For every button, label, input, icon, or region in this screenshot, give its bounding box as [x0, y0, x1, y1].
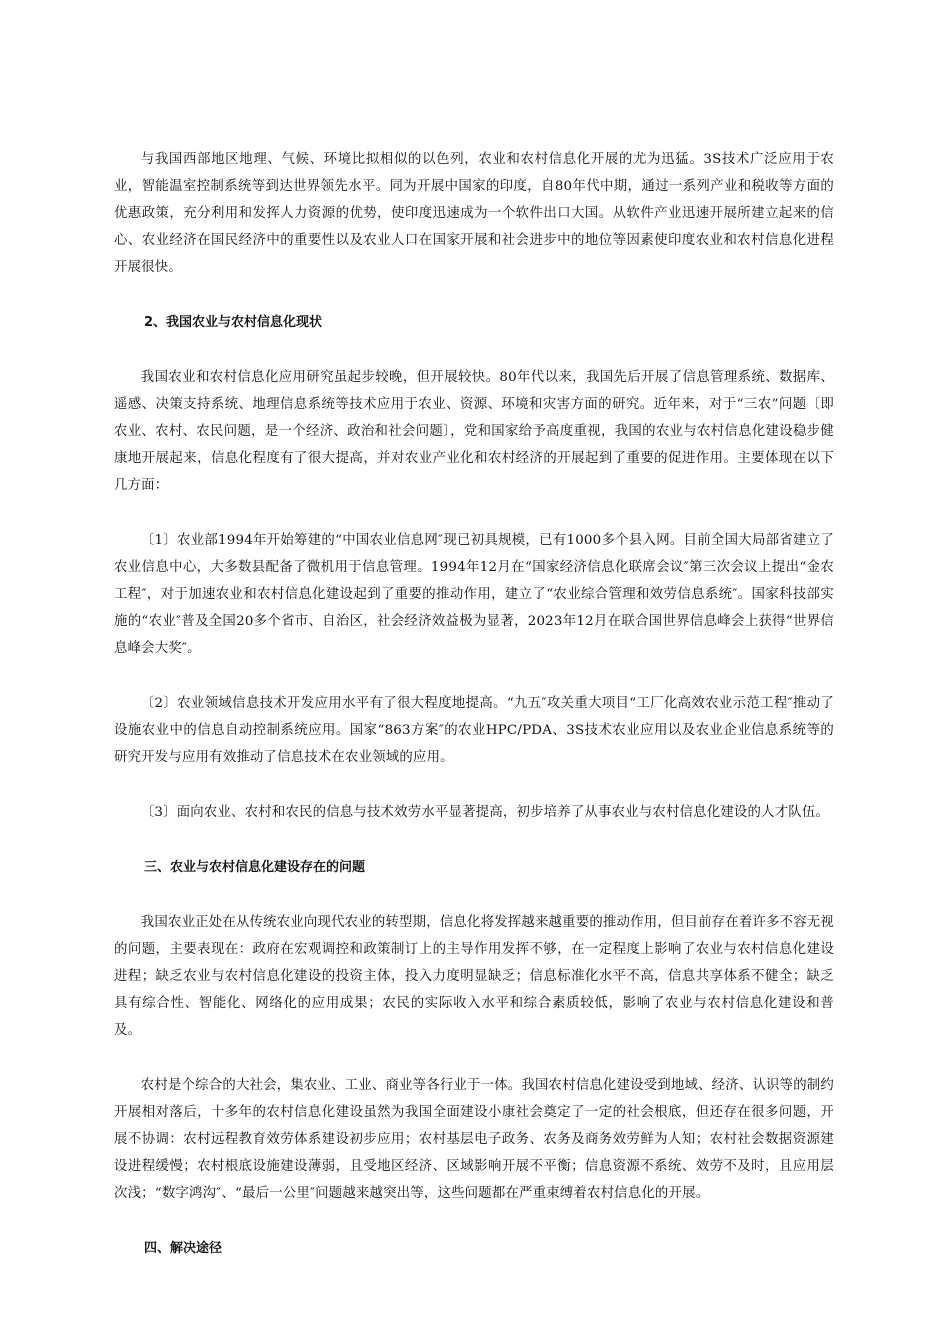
section-heading-solutions: 四、解决途径: [144, 1241, 223, 1256]
document-body: [114, 146, 834, 1290]
paragraph-point-3: 〔3〕面向农业、农村和农民的信息与技术效劳水平显著提高，初步培养了从事农业与农村信息化建设的人才队伍。: [140, 805, 830, 820]
paragraph-problems: 我国农业正处在从传统农业向现代农业的转型期，信息化将发挥越来越重要的推动作用，但目前存在着许多不容无视的问题，主要表现在：政府在宏观调控和政策制订上的主导作用发挥不够，在一定程度上影响了农业与农村信息化建设进程；缺乏农业与农村信息化建设的投资主体，投入力度明显缺乏；信息标准化水平不高，信息共享体系不健全；缺乏具有综合性、智能化、网络化的应用成果；农民的实际收入水平和综合素质较低，影响了农业与农村信息化建设和普及。: [114, 915, 834, 1038]
paragraph-china-overview: 我国农业和农村信息化应用研究虽起步较晚，但开展较快。80年代以来，我国先后开展了信息管理系统、数据库、遥感、决策支持系统、地理信息系统等技术应用于农业、资源、环境和灾害方面的研究。近年来，对于“三农”问题〔即农业、农村、农民问题，是一个经济、政治和社会问题〕，党和国家给予高度重视，我国的农业与农村信息化建设稳步健康地开展起来，信息化程度有了很大提高，并对农业产业化和农村经济的开展起到了重要的促进作用。主要体现在以下几方面：: [114, 370, 834, 493]
section-heading-problems: 三、农业与农村信息化建设存在的问题: [144, 860, 366, 875]
paragraph-point-1: 〔1〕农业部1994年开始筹建的“中国农业信息网″现已初具规模，已有1000多个县入网。目前全国大局部省建立了农业信息中心，大多数县配备了微机用于信息管理。1994年12月在“国家经济信息化联席会议″第三次会议上提出“金农工程″，对于加速农业和农村信息化建设起到了重要的推动作用，建立了“农业综合管理和效劳信息系统″。国家科技部实施的“农业″普及全国20多个省市、自治区，社会经济效益极为显著，2023年12月在联合国世界信息峰会上获得“世界信息峰会大奖″。: [114, 533, 834, 656]
paragraph-rural-society: 农村是个综合的大社会，集农业、工业、商业等各行业于一体。我国农村信息化建设受到地域、经济、认识等的制约开展相对落后，十多年的农村信息化建设虽然为我国全面建设小康社会奠定了一定的社会根底，但还存在很多问题，开展不协调：农村远程教育效劳体系建设初步应用；农村基层电子政务、农务及商务效劳鲜为人知；农村社会数据资源建设进程缓慢；农村根底设施建设薄弱，且受地区经济、区域影响开展不平衡；信息资源不系统、效劳不及时，且应用层次浅；“数字鸿沟″、“最后一公里″问题越来越突出等，这些问题都在严重束缚着农村信息化的开展。: [114, 1078, 834, 1201]
section-heading-status: 2、我国农业与农村信息化现状: [144, 315, 323, 330]
paragraph-point-2: 〔2〕农业领域信息技术开发应用水平有了很大程度地提高。“九五″攻关重大项目“工厂化高效农业示范工程″推动了设施农业中的信息自动控制系统应用。国家“863方案″的农业HPC/PDA、3S技术农业应用以及农业企业信息系统等的研究开发与应用有效推动了信息技术在农业领域的应用。: [114, 696, 834, 765]
paragraph-israel-india: 与我国西部地区地理、气候、环境比拟相似的以色列，农业和农村信息化开展的尤为迅猛。3S技术广泛应用于农业，智能温室控制系统等到达世界领先水平。同为开展中国家的印度，自80年代中期，通过一系列产业和税收等方面的优惠政策，充分利用和发挥人力资源的优势，使印度迅速成为一个软件出口大国。从软件产业迅速开展所建立起来的信心、农业经济在国民经济中的重要性以及农业人口在国家开展和社会进步中的地位等因素使印度农业和农村信息化进程开展很快。: [114, 152, 834, 275]
